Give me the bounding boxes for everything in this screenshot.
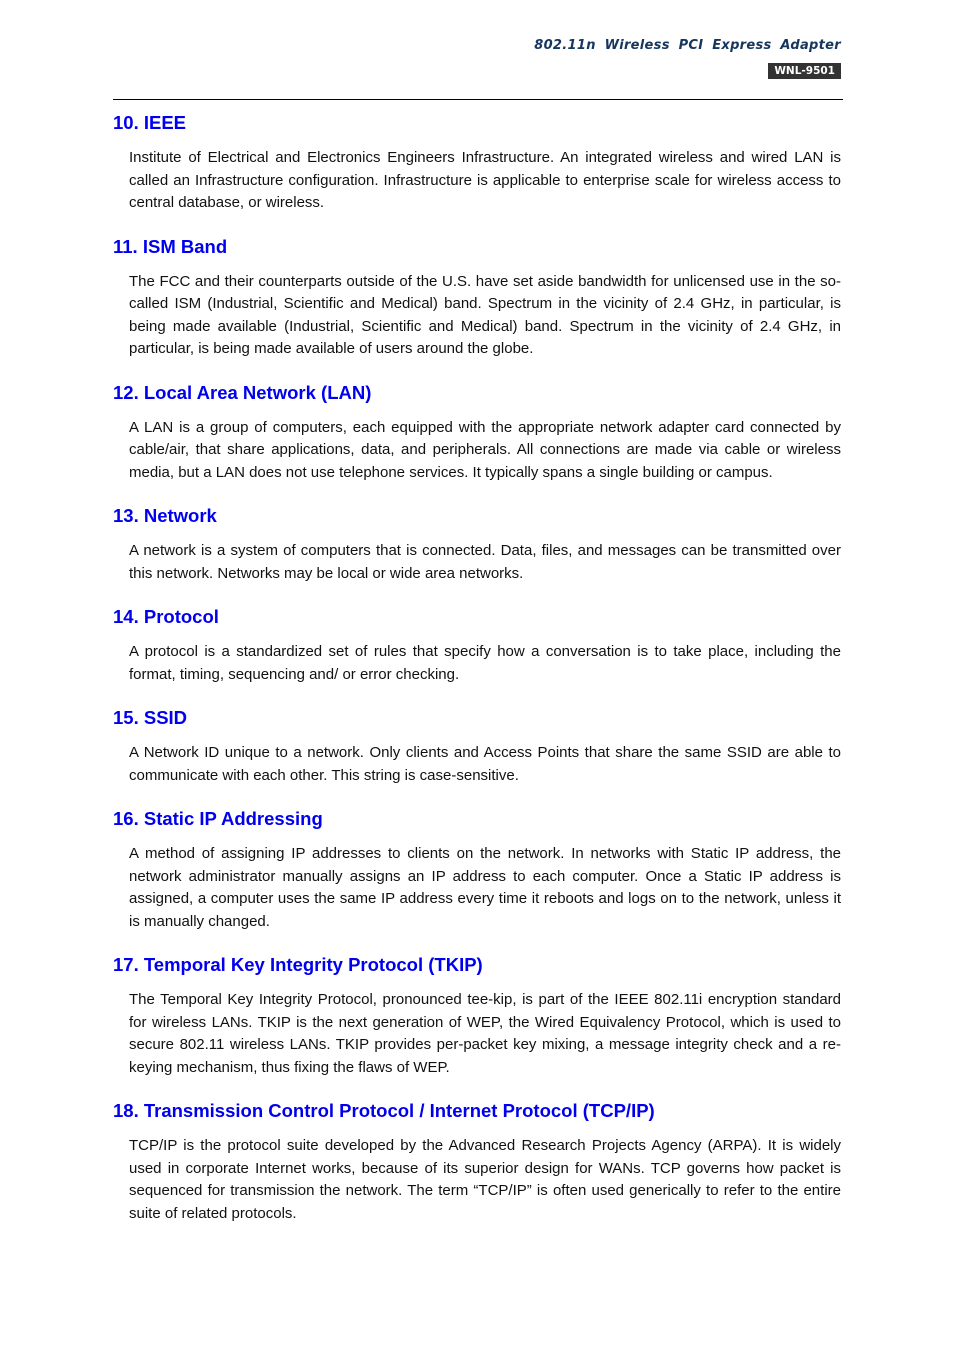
entry-body: TCP/IP is the protocol suite developed by the Advanced Research Projects Agency (ARPA). It is widely used in corporate Internet works, because of its superior design for WANs. TCP governs how packet is sequenced for transmission the network. The term “TCP/IP” is often used generically to refer to the entire suite of related protocols. [129, 1137, 841, 1222]
entry-title: 13. Network [113, 505, 217, 526]
entry-title: 16. Static IP Addressing [113, 808, 323, 829]
glossary-entry-protocol [113, 605, 841, 686]
product-name: 802.11n Wireless PCI Express Adapter [534, 38, 841, 53]
glossary-entry-network [113, 504, 841, 585]
glossary-entry-static-ip [113, 807, 841, 933]
entry-title: 15. SSID [113, 707, 188, 728]
glossary-entry-ssid [113, 706, 841, 787]
glossary-entry-lan [113, 381, 841, 485]
model-badge: WNL-9501 [768, 63, 841, 79]
entry-title: 10. IEEE [113, 112, 187, 133]
glossary-entry-tcp-ip [113, 1099, 841, 1225]
glossary-entry-ism-band [113, 235, 841, 361]
entry-title: 17. Temporal Key Integrity Protocol (TKIP) [113, 954, 483, 975]
entry-title: 14. Protocol [113, 606, 219, 627]
entry-body: A network is a system of computers that is connected. Data, files, and messages can be transmitted over this network. Networks may be local or wide area networks. [129, 542, 841, 582]
entry-body: A method of assigning IP addresses to clients on the network. In networks with Static IP address, the network administrator manually assigns an IP address to each computer. Once a Static IP address is assigned, a computer uses the same IP address every time it reboots and logs on to the network, unless it is manually changed. [129, 845, 841, 930]
entry-body: Institute of Electrical and Electronics Engineers Infrastructure. An integrated wireless and wired LAN is called an Infrastructure configuration. Infrastructure is applicable to enterprise scale for wireless access to central database, or wireless. [129, 149, 841, 211]
glossary-content [113, 111, 841, 1245]
entry-title: 18. Transmission Control Protocol / Internet Protocol (TCP/IP) [113, 1100, 655, 1121]
entry-body: A LAN is a group of computers, each equipped with the appropriate network adapter card connected by cable/air, that share applications, data, and peripherals. All connections are made via cable or wireless media, but a LAN does not use telephone services. It typically spans a single building or campus. [129, 418, 841, 481]
glossary-entry-tkip [113, 953, 841, 1079]
entry-body: A Network ID unique to a network. Only clients and Access Points that share the same SSID are able to communicate with each other. This string is case-sensitive. [129, 744, 841, 784]
entry-body: The FCC and their counterparts outside of the U.S. have set aside bandwidth for unlicensed use in the so-called ISM (Industrial, Scientific and Medical) band. Spectrum in the vicinity of 2.4 GHz, in particular, is being made available (Industrial, Scientific and Medical) band. Spectrum in the vicinity of 2.4 GHz, in particular, is being made available of users around the globe. [129, 272, 841, 357]
entry-title: 11. ISM Band [113, 235, 228, 257]
entry-body: A protocol is a standardized set of rules that specify how a conversation is to take place, including the format, timing, sequencing and/ or error checking. [129, 643, 841, 683]
entry-body: The Temporal Key Integrity Protocol, pronounced tee-kip, is part of the IEEE 802.11i encryption standard for wireless LANs. TKIP is the next generation of WEP, the Wired Equivalency Protocol, which is used to secure 802.11 wireless LANs. TKIP provides per-packet key mixing, a message integrity check and a re-keying mechanism, thus fixing the flaws of WEP. [129, 991, 841, 1076]
glossary-entry-ieee [113, 111, 841, 215]
page-header [113, 38, 843, 100]
entry-title: 12. Local Area Network (LAN) [113, 381, 372, 403]
